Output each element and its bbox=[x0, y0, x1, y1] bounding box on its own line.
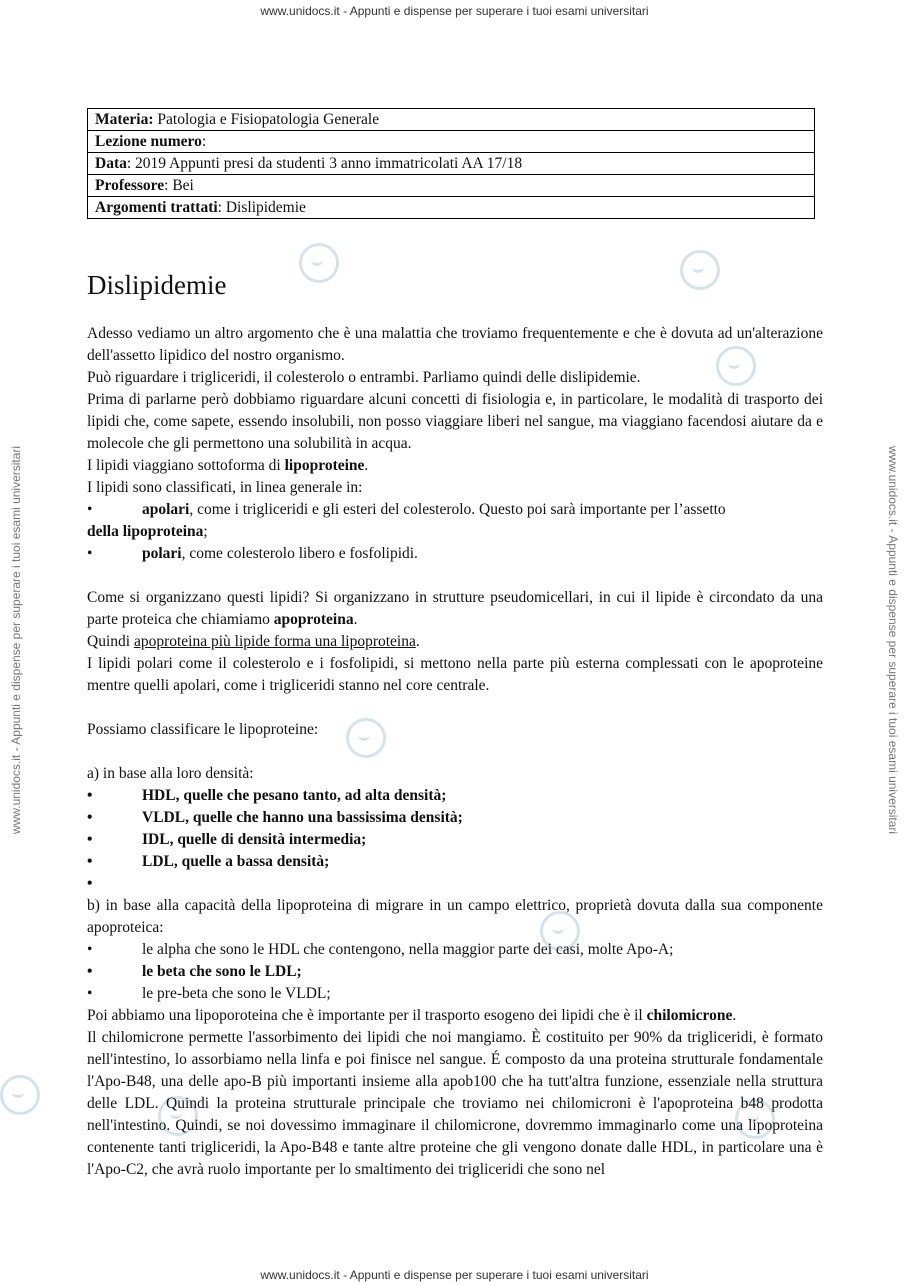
info-key: Materia: bbox=[95, 111, 154, 128]
paragraph: Come si organizzano questi lipidi? Si organizzano in strutture pseudomicellari, in cui il lipide è circondato da una parte proteica che chiamiamo apoproteina. bbox=[87, 589, 823, 628]
paragraph: Adesso vediamo un altro argomento che è una malattia che troviamo frequentemente e che è dovuta ad un'alterazione dell'assetto lipidico del nostro organismo. bbox=[87, 325, 823, 364]
bullet: • bbox=[87, 545, 93, 562]
lecture-info-table bbox=[87, 108, 815, 219]
list-item: • le alpha che sono le HDL che contengono, nella maggior parte dei casi, molte Apo-A; bbox=[87, 941, 674, 958]
document-body bbox=[87, 323, 823, 1181]
list-item: • le pre-beta che sono le VLDL; bbox=[87, 985, 331, 1002]
watermark-bottom[interactable]: www.unidocs.it - Appunti e dispense per superare i tuoi esami universitari bbox=[260, 1268, 649, 1282]
watermark-right: www.unidocs.it - Appunti e dispense per superare i tuoi esami universitari bbox=[886, 445, 900, 835]
table-row bbox=[88, 109, 815, 131]
paragraph: b) in base alla capacità della lipoproteina di migrare in un campo elettrico, proprietà dovuta dalla sua componente apoproteica: bbox=[87, 897, 823, 936]
info-value: Patologia e Fisiopatologia Generale bbox=[153, 111, 380, 128]
list-item: • HDL, quelle che pesano tanto, ad alta densità; bbox=[87, 787, 447, 804]
unidocs-logo-icon bbox=[0, 1075, 40, 1115]
list-item: • apolari, come i trigliceridi e gli esteri del colesterolo. Questo poi sarà importante per l’assetto bbox=[87, 499, 823, 521]
table-row bbox=[88, 175, 815, 197]
list-item: • VLDL, quelle che hanno una bassissima densità; bbox=[87, 809, 463, 826]
paragraph: della lipoproteina; bbox=[87, 523, 208, 540]
bullet: • bbox=[87, 501, 93, 518]
paragraph: I lipidi polari come il colesterolo e i fosfolipidi, si mettono nella parte più esterna complessati con le apoproteine mentre quelli apolari, come i trigliceridi stanno nel core centrale. bbox=[87, 655, 823, 694]
watermark-top[interactable]: www.unidocs.it - Appunti e dispense per superare i tuoi esami universitari bbox=[260, 4, 649, 18]
list-item: • polari, come colesterolo libero e fosfolipidi. bbox=[87, 543, 823, 565]
table-row bbox=[88, 131, 815, 153]
info-key: Professore bbox=[95, 177, 165, 194]
paragraph: Poi abbiamo una lipoporoteina che è importante per il trasporto esogeno dei lipidi che è il chilomicrone. bbox=[87, 1007, 737, 1024]
paragraph: a) in base alla loro densità: bbox=[87, 765, 254, 782]
bold-term: lipoproteine bbox=[284, 457, 365, 474]
paragraph: Quindi apoproteina più lipide forma una lipoproteina. bbox=[87, 633, 420, 650]
info-value: : Dislipidemie bbox=[217, 199, 306, 216]
paragraph: Il chilomicrone permette l'assorbimento dei lipidi che noi mangiamo. È costituito per 90% da trigliceridi, è formato nell'intestino, lo assorbiamo nella linfa e poi finisce nel sangue. É composto da una proteina strutturale fondamentale l'Apo-B48, una delle apo-B più importanti insieme alla apob100 che ha tutt'altra funzione, essenziale nella struttura delle LDL. Quindi la proteina strutturale principale che troviamo nei chilomicroni è l'apoproteina b48 prodotta nell'intestino. Quindi, se noi dovessimo immaginare il chilomicrone, dovremmo immaginarlo come una lipoproteina contenente tanti trigliceridi, la Apo-B48 e tante altre proteine che gli vengono donate dalle HDL, in particolare una è l'Apo-C2, che avrà ruolo importante per lo smaltimento dei trigliceridi che sono nel bbox=[87, 1029, 823, 1178]
page-title: Dislipidemie bbox=[87, 270, 227, 300]
unidocs-logo-icon bbox=[299, 243, 339, 283]
paragraph: Prima di parlarne però dobbiamo riguardare alcuni concetti di fisiologia e, in particolare, le modalità di trasporto dei lipidi che, come sapete, essendo insolubili, non posso viaggiare liberi nel sangue, ma viaggiano facendosi aiutare da e molecole che gli permettono una solubilità in acqua. bbox=[87, 391, 823, 452]
paragraph: Possiamo classificare le lipoproteine: bbox=[87, 721, 319, 738]
watermark-left: www.unidocs.it - Appunti e dispense per superare i tuoi esami universitari bbox=[9, 445, 23, 835]
table-row bbox=[88, 153, 815, 175]
list-item: • le beta che sono le LDL; bbox=[87, 963, 302, 980]
bold-term: apoproteina bbox=[273, 611, 354, 628]
info-value: : bbox=[201, 133, 207, 150]
underlined-text: apoproteina più lipide forma una lipoproteina bbox=[133, 633, 416, 650]
list-item: • LDL, quelle a bassa densità; bbox=[87, 853, 330, 870]
info-key: Lezione numero bbox=[95, 133, 202, 150]
bold-term: chilomicrone bbox=[646, 1007, 733, 1024]
info-key: Argomenti trattati bbox=[95, 199, 218, 216]
list-item: • IDL, quelle di densità intermedia; bbox=[87, 831, 367, 848]
list-item: • bbox=[87, 875, 93, 892]
paragraph: Può riguardare i trigliceridi, il colesterolo o entrambi. Parliamo quindi delle dislipidemie. bbox=[87, 369, 641, 386]
info-value: : Bei bbox=[164, 177, 194, 194]
info-value: : 2019 Appunti presi da studenti 3 anno immatricolati AA 17/18 bbox=[126, 155, 523, 172]
paragraph: I lipidi viaggiano sottoforma di lipoproteine. bbox=[87, 457, 369, 474]
unidocs-logo-icon bbox=[680, 250, 720, 290]
table-row bbox=[88, 197, 815, 219]
paragraph: I lipidi sono classificati, in linea generale in: bbox=[87, 479, 363, 496]
info-key: Data bbox=[95, 155, 127, 172]
